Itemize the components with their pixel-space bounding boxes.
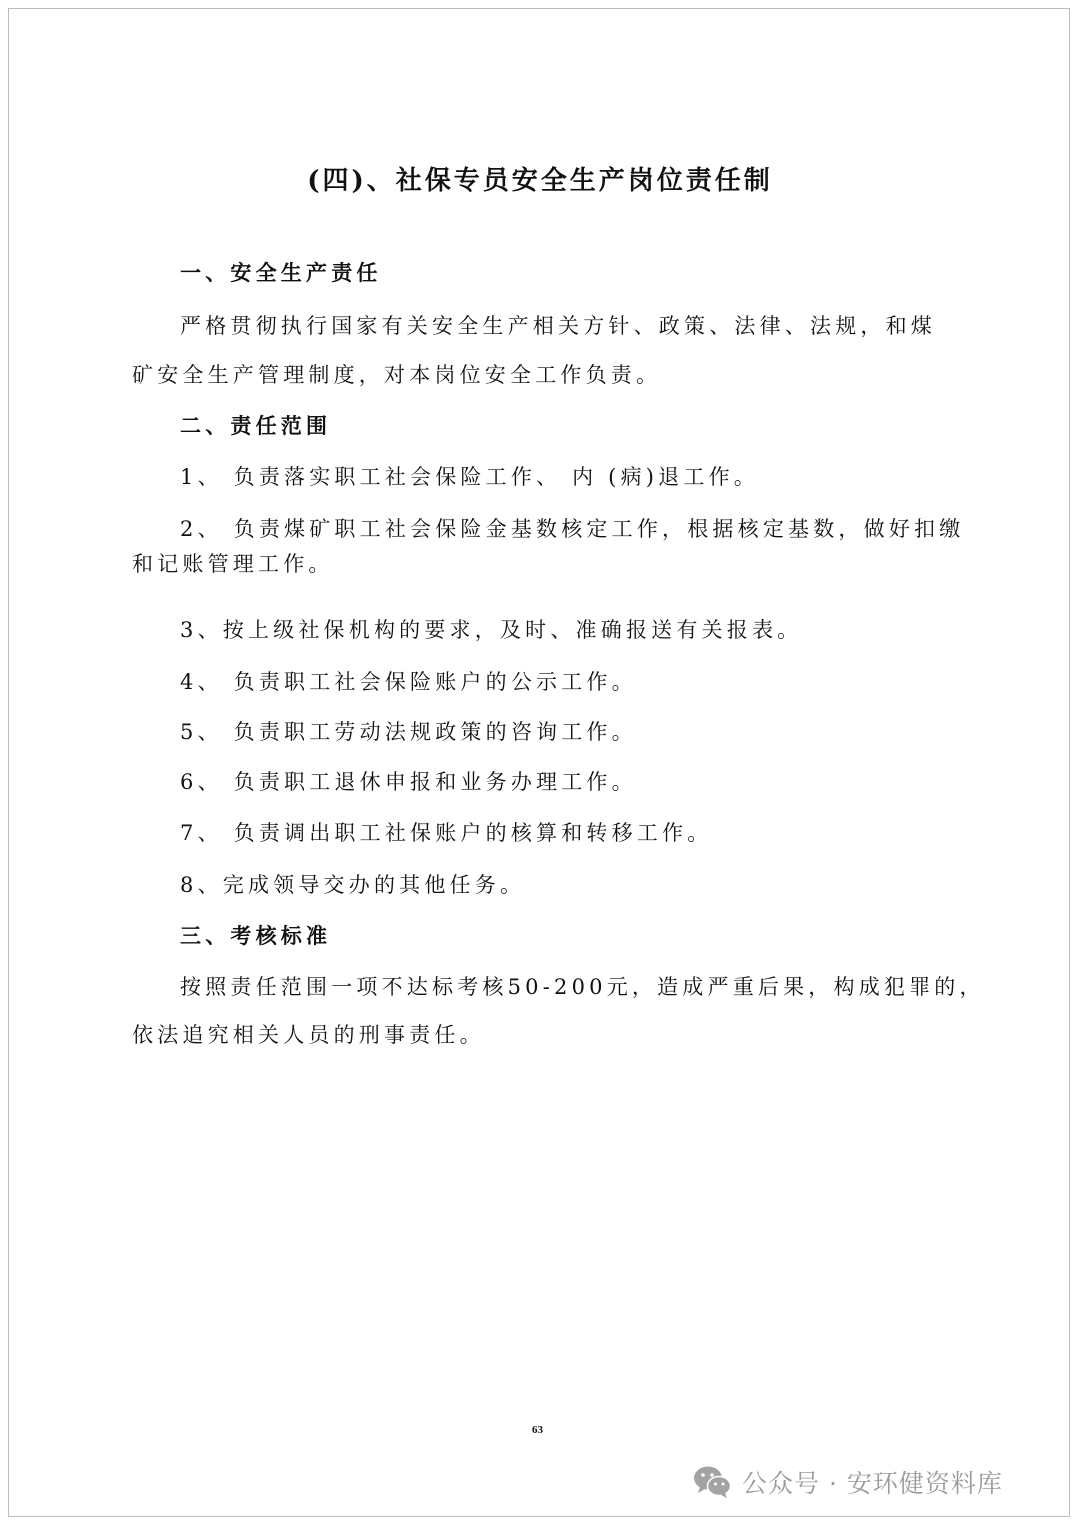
wechat-icon xyxy=(692,1464,732,1500)
scope-list-item: 2、 负责煤矿职工社会保险金基数核定工作，根据核定基数，做好扣缴 xyxy=(180,517,965,541)
section-3-paragraph-line: 依法追究相关人员的刑事责任。 xyxy=(132,1023,485,1047)
scope-list-item: 6、 负责职工退休申报和业务办理工作。 xyxy=(180,770,637,794)
scope-list-item: 4、 负责职工社会保险账户的公示工作。 xyxy=(180,670,637,694)
scope-list-item: 1、 负责落实职工社会保险工作、 内 (病)退工作。 xyxy=(180,465,759,489)
page-frame xyxy=(8,8,1070,1517)
section-3-paragraph-line: 按照责任范围一项不达标考核50-200元，造成严重后果，构成犯罪的， xyxy=(180,975,985,999)
watermark xyxy=(692,1464,1003,1500)
scope-list-item: 8、完成领导交办的其他任务。 xyxy=(180,873,526,897)
section-heading-responsibility-scope: 二、责任范围 xyxy=(180,413,332,438)
page-number: 63 xyxy=(532,1424,543,1436)
section-1-paragraph-line: 矿安全生产管理制度，对本岗位安全工作负责。 xyxy=(132,363,662,387)
scope-list-item-continuation: 和记账管理工作。 xyxy=(132,552,334,576)
section-heading-assessment-standard: 三、考核标准 xyxy=(180,923,332,948)
document-title: (四)、社保专员安全生产岗位责任制 xyxy=(307,166,773,196)
scope-list-item: 7、 负责调出职工社保账户的核算和转移工作。 xyxy=(180,821,713,845)
section-1-paragraph-line: 严格贯彻执行国家有关安全生产相关方针、政策、法律、法规，和煤 xyxy=(180,314,936,338)
scope-list-item: 5、 负责职工劳动法规政策的咨询工作。 xyxy=(180,720,637,744)
watermark-text: 公众号 · 安环健资料库 xyxy=(742,1469,1003,1498)
section-heading-safety-responsibility: 一、安全生产责任 xyxy=(180,260,382,285)
scope-list-item: 3、按上级社保机构的要求，及时、准确报送有关报表。 xyxy=(180,618,803,642)
